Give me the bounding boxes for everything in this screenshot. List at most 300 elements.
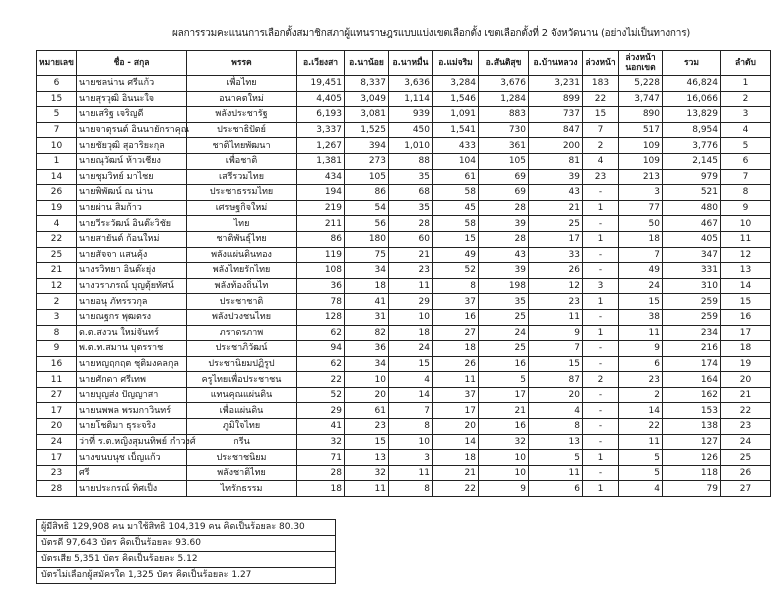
table-cell: 23 bbox=[529, 294, 583, 310]
table-cell: 9 bbox=[479, 481, 529, 497]
table-cell: 9 bbox=[529, 325, 583, 341]
table-cell: 75 bbox=[345, 247, 389, 263]
column-header: พรรค bbox=[187, 51, 297, 76]
table-row bbox=[37, 419, 771, 435]
table-cell: 361 bbox=[479, 138, 529, 154]
table-row bbox=[37, 216, 771, 232]
table-cell: 69 bbox=[479, 169, 529, 185]
table-cell: 4 bbox=[583, 153, 619, 169]
table-cell: 11 bbox=[619, 434, 663, 450]
table-cell: 22 bbox=[619, 419, 663, 435]
table-cell: ประชานิยมปฏิรูป bbox=[187, 356, 297, 372]
table-cell: 1,091 bbox=[433, 107, 479, 123]
table-cell: 109 bbox=[619, 138, 663, 154]
table-cell: 41 bbox=[297, 419, 345, 435]
table-cell: 105 bbox=[345, 169, 389, 185]
table-cell: 109 bbox=[619, 153, 663, 169]
table-cell: 29 bbox=[297, 403, 345, 419]
table-cell: 5 bbox=[721, 138, 771, 154]
table-cell: 3,776 bbox=[663, 138, 721, 154]
table-cell: 11 bbox=[345, 481, 389, 497]
table-cell: 1 bbox=[37, 153, 77, 169]
table-cell: 434 bbox=[297, 169, 345, 185]
table-cell: 6,193 bbox=[297, 107, 345, 123]
table-cell: พลังปวงชนไทย bbox=[187, 309, 297, 325]
table-cell: 21 bbox=[37, 263, 77, 279]
summary-line: บัตรเสีย 5,351 บัตร คิดเป็นร้อยละ 5.12 bbox=[36, 551, 336, 568]
table-cell: 62 bbox=[297, 325, 345, 341]
table-cell: 35 bbox=[479, 294, 529, 310]
table-cell: 10 bbox=[37, 138, 77, 154]
table-cell: 18 bbox=[433, 341, 479, 357]
table-cell: นายผ่าน สิมก้าว bbox=[77, 200, 187, 216]
table-cell: 13,829 bbox=[663, 107, 721, 123]
table-cell: 11 bbox=[529, 309, 583, 325]
table-cell: 8 bbox=[389, 481, 433, 497]
table-cell: 17 bbox=[529, 231, 583, 247]
table-cell: 7 bbox=[721, 169, 771, 185]
column-header: ชื่อ - สกุล bbox=[77, 51, 187, 76]
table-cell: 36 bbox=[297, 278, 345, 294]
table-cell: 7 bbox=[583, 122, 619, 138]
table-cell: 68 bbox=[389, 185, 433, 201]
table-cell: 18 bbox=[297, 481, 345, 497]
table-cell: 28 bbox=[479, 231, 529, 247]
table-cell: 81 bbox=[529, 153, 583, 169]
table-cell: 20 bbox=[37, 419, 77, 435]
table-cell: 7 bbox=[529, 341, 583, 357]
table-cell: 31 bbox=[345, 309, 389, 325]
table-cell: เพื่อชาติ bbox=[187, 153, 297, 169]
table-cell: 126 bbox=[663, 450, 721, 466]
table-cell: 899 bbox=[529, 91, 583, 107]
table-cell: 22 bbox=[583, 91, 619, 107]
table-cell: ประชาธรรมไทย bbox=[187, 185, 297, 201]
column-header: รวม bbox=[663, 51, 721, 76]
table-cell: 12 bbox=[721, 247, 771, 263]
table-cell: 433 bbox=[433, 138, 479, 154]
table-cell: 27 bbox=[37, 387, 77, 403]
table-cell: 4 bbox=[721, 122, 771, 138]
table-cell: 138 bbox=[663, 419, 721, 435]
table-cell: 39 bbox=[529, 169, 583, 185]
table-cell: 14 bbox=[721, 278, 771, 294]
table-cell: 9 bbox=[619, 341, 663, 357]
table-cell: 521 bbox=[663, 185, 721, 201]
table-cell: 347 bbox=[663, 247, 721, 263]
table-cell: 14 bbox=[389, 387, 433, 403]
table-cell: 467 bbox=[663, 216, 721, 232]
table-cell: 15 bbox=[37, 91, 77, 107]
table-cell: นายบุญส่ง ปัญญาสา bbox=[77, 387, 187, 403]
table-cell: 2,145 bbox=[663, 153, 721, 169]
table-cell: นายอนุ ภัทรรวกุล bbox=[77, 294, 187, 310]
table-cell: 273 bbox=[345, 153, 389, 169]
table-cell: 517 bbox=[619, 122, 663, 138]
table-cell: ด.ต.สงวน ใหม่จันทร์ bbox=[77, 325, 187, 341]
table-cell: 43 bbox=[479, 247, 529, 263]
table-cell: ภราดรภาพ bbox=[187, 325, 297, 341]
table-cell: 18 bbox=[619, 231, 663, 247]
table-cell: 11 bbox=[433, 372, 479, 388]
table-cell: 87 bbox=[529, 372, 583, 388]
table-cell: 104 bbox=[433, 153, 479, 169]
table-cell: 162 bbox=[663, 387, 721, 403]
table-cell: 5 bbox=[37, 107, 77, 123]
table-cell: นายณุวัฒน์ ห้าวเชียง bbox=[77, 153, 187, 169]
table-cell: - bbox=[583, 387, 619, 403]
table-cell: 32 bbox=[479, 434, 529, 450]
table-cell: 24 bbox=[721, 434, 771, 450]
table-cell: นายสุรวุฒิ อินนะใจ bbox=[77, 91, 187, 107]
table-row bbox=[37, 107, 771, 123]
table-cell: 10 bbox=[389, 434, 433, 450]
table-cell: ไทรักธรรม bbox=[187, 481, 297, 497]
table-cell: 1 bbox=[583, 294, 619, 310]
column-header: อ.แม่จริม bbox=[433, 51, 479, 76]
table-cell: ประชาภิวัฒน์ bbox=[187, 341, 297, 357]
table-cell: พลังแผ่นดินทอง bbox=[187, 247, 297, 263]
table-cell: 27 bbox=[721, 481, 771, 497]
table-cell: นายนพพล พรมกาวินทร์ bbox=[77, 403, 187, 419]
table-cell: 34 bbox=[345, 263, 389, 279]
table-row bbox=[37, 403, 771, 419]
table-row bbox=[37, 465, 771, 481]
table-cell: 10 bbox=[479, 465, 529, 481]
table-cell: พลังประชารัฐ bbox=[187, 107, 297, 123]
table-cell: 8 bbox=[433, 278, 479, 294]
table-cell: 11 bbox=[389, 278, 433, 294]
table-cell: 8 bbox=[389, 419, 433, 435]
table-cell: 24 bbox=[389, 341, 433, 357]
table-cell: 26 bbox=[529, 263, 583, 279]
table-cell: 213 bbox=[619, 169, 663, 185]
table-cell: 1 bbox=[583, 325, 619, 341]
table-row bbox=[37, 169, 771, 185]
table-cell: 11 bbox=[389, 465, 433, 481]
table-row bbox=[37, 200, 771, 216]
table-cell: 12 bbox=[529, 278, 583, 294]
table-cell: - bbox=[583, 263, 619, 279]
table-cell: - bbox=[583, 185, 619, 201]
table-cell: ชาติไทยพัฒนา bbox=[187, 138, 297, 154]
table-cell: 52 bbox=[433, 263, 479, 279]
table-cell: นายวีระวัฒน์ อินต๊ะวิชัย bbox=[77, 216, 187, 232]
table-cell: 5,228 bbox=[619, 76, 663, 92]
table-cell: 15 bbox=[529, 356, 583, 372]
table-cell: 58 bbox=[433, 185, 479, 201]
table-cell: 153 bbox=[663, 403, 721, 419]
table-cell: 12 bbox=[37, 278, 77, 294]
table-row bbox=[37, 263, 771, 279]
table-cell: 3,081 bbox=[345, 107, 389, 123]
table-cell: 94 bbox=[297, 341, 345, 357]
table-cell: 62 bbox=[297, 356, 345, 372]
table-cell: นายประกรณ์ ทิศเป็ง bbox=[77, 481, 187, 497]
table-cell: 164 bbox=[663, 372, 721, 388]
table-cell: 46,824 bbox=[663, 76, 721, 92]
table-cell: นายสัจจา แสนคุ้ง bbox=[77, 247, 187, 263]
table-cell: 14 bbox=[37, 169, 77, 185]
table-cell: พ.ต.ท.สมาน บุตรราช bbox=[77, 341, 187, 357]
table-cell: 939 bbox=[389, 107, 433, 123]
table-cell: 56 bbox=[345, 216, 389, 232]
table-row bbox=[37, 356, 771, 372]
table-row bbox=[37, 309, 771, 325]
table-cell: 25 bbox=[721, 450, 771, 466]
table-cell: นายสายันต์ ก้อนใหม่ bbox=[77, 231, 187, 247]
table-cell: 28 bbox=[389, 216, 433, 232]
table-cell: 38 bbox=[619, 309, 663, 325]
column-header: ล่วงหน้า นอกเขต bbox=[619, 51, 663, 76]
table-cell: 1 bbox=[583, 231, 619, 247]
table-cell: นายพิพัฒน์ ณ น่าน bbox=[77, 185, 187, 201]
table-cell: 25 bbox=[529, 216, 583, 232]
table-row bbox=[37, 278, 771, 294]
table-cell: 16 bbox=[37, 356, 77, 372]
table-cell: นายโชติมา ธุระจริง bbox=[77, 419, 187, 435]
table-cell: 15 bbox=[583, 107, 619, 123]
table-cell: 20 bbox=[529, 387, 583, 403]
table-cell: 7 bbox=[389, 403, 433, 419]
table-cell: 2 bbox=[583, 138, 619, 154]
table-cell: 39 bbox=[479, 216, 529, 232]
table-cell: 3 bbox=[389, 450, 433, 466]
table-cell: เสรีรวมไทย bbox=[187, 169, 297, 185]
table-cell: 4 bbox=[529, 403, 583, 419]
table-cell: 5 bbox=[619, 450, 663, 466]
table-cell: 3 bbox=[37, 309, 77, 325]
table-cell: 16 bbox=[433, 309, 479, 325]
table-cell: 52 bbox=[297, 387, 345, 403]
column-header: ล่วงหน้า bbox=[583, 51, 619, 76]
table-cell: 26 bbox=[433, 356, 479, 372]
table-cell: 310 bbox=[663, 278, 721, 294]
table-cell: ไทย bbox=[187, 216, 297, 232]
table-cell: 1 bbox=[721, 76, 771, 92]
table-cell: 174 bbox=[663, 356, 721, 372]
table-cell: 128 bbox=[297, 309, 345, 325]
table-cell: ครูไทยเพื่อประชาชน bbox=[187, 372, 297, 388]
table-cell: 39 bbox=[479, 263, 529, 279]
summary-line: บัตรไม่เลือกผู้สมัครใด 1,325 บัตร คิดเป็นร้อยละ 1.27 bbox=[36, 567, 336, 584]
table-cell: 2 bbox=[619, 387, 663, 403]
table-cell: 15 bbox=[345, 434, 389, 450]
table-cell: 3 bbox=[619, 185, 663, 201]
table-cell: 7 bbox=[619, 247, 663, 263]
table-cell: 8 bbox=[721, 185, 771, 201]
table-cell: 1 bbox=[583, 481, 619, 497]
table-cell: 8,954 bbox=[663, 122, 721, 138]
table-cell: 1 bbox=[583, 200, 619, 216]
table-cell: 6 bbox=[721, 153, 771, 169]
table-header bbox=[37, 51, 771, 76]
table-cell: 37 bbox=[433, 387, 479, 403]
table-cell: 5 bbox=[529, 450, 583, 466]
table-cell: 23 bbox=[37, 465, 77, 481]
table-row bbox=[37, 231, 771, 247]
table-cell: 11 bbox=[721, 231, 771, 247]
table-cell: 13 bbox=[529, 434, 583, 450]
table-cell: 20 bbox=[721, 372, 771, 388]
table-cell: 35 bbox=[389, 169, 433, 185]
table-cell: 5 bbox=[619, 465, 663, 481]
table-cell: 43 bbox=[529, 185, 583, 201]
table-cell: 15 bbox=[721, 294, 771, 310]
table-cell: 883 bbox=[479, 107, 529, 123]
table-cell: 10 bbox=[479, 450, 529, 466]
table-cell: 3,636 bbox=[389, 76, 433, 92]
table-cell: 28 bbox=[479, 200, 529, 216]
table-cell: นายเสริฐ เจริญดี bbox=[77, 107, 187, 123]
table-cell: - bbox=[583, 341, 619, 357]
table-cell: 10 bbox=[345, 372, 389, 388]
table-cell: 15 bbox=[389, 356, 433, 372]
table-row bbox=[37, 387, 771, 403]
table-cell: 405 bbox=[663, 231, 721, 247]
table-cell: 9 bbox=[721, 200, 771, 216]
table-cell: 2 bbox=[721, 91, 771, 107]
table-cell: 6 bbox=[619, 356, 663, 372]
table-row bbox=[37, 294, 771, 310]
table-cell: 17 bbox=[37, 450, 77, 466]
table-row bbox=[37, 247, 771, 263]
table-cell: นายชุมวิทย์ มาไชย bbox=[77, 169, 187, 185]
table-cell: 24 bbox=[479, 325, 529, 341]
table-cell: 24 bbox=[619, 278, 663, 294]
table-cell: 890 bbox=[619, 107, 663, 123]
table-cell: 22 bbox=[433, 481, 479, 497]
table-cell: 26 bbox=[721, 465, 771, 481]
table-cell: 183 bbox=[583, 76, 619, 92]
table-cell: 1,010 bbox=[389, 138, 433, 154]
table-cell: 13 bbox=[345, 450, 389, 466]
table-cell: 82 bbox=[345, 325, 389, 341]
table-cell: 45 bbox=[433, 200, 479, 216]
table-cell: 16 bbox=[721, 309, 771, 325]
table-row bbox=[37, 91, 771, 107]
table-row bbox=[37, 481, 771, 497]
table-cell: 25 bbox=[479, 341, 529, 357]
table-cell: 1,267 bbox=[297, 138, 345, 154]
table-cell: 22 bbox=[297, 372, 345, 388]
table-cell: 17 bbox=[433, 403, 479, 419]
table-cell: 259 bbox=[663, 309, 721, 325]
table-row bbox=[37, 153, 771, 169]
table-row bbox=[37, 185, 771, 201]
table-cell: 119 bbox=[297, 247, 345, 263]
table-cell: 194 bbox=[297, 185, 345, 201]
column-header: อ.เวียงสา bbox=[297, 51, 345, 76]
table-cell: 11 bbox=[37, 372, 77, 388]
table-cell: 18 bbox=[721, 341, 771, 357]
summary-line: ผู้มีสิทธิ 129,908 คน มาใช้สิทธิ 104,319 คน คิดเป็นร้อยละ 80.30 bbox=[36, 519, 336, 536]
table-cell: 1,546 bbox=[433, 91, 479, 107]
table-cell: 17 bbox=[479, 387, 529, 403]
table-row bbox=[37, 138, 771, 154]
table-cell: 480 bbox=[663, 200, 721, 216]
table-cell: 21 bbox=[433, 465, 479, 481]
table-cell: 36 bbox=[345, 341, 389, 357]
table-cell: แทนคุณแผ่นดิน bbox=[187, 387, 297, 403]
table-cell: นายชลน่าน ศรีแก้ว bbox=[77, 76, 187, 92]
table-cell: 10 bbox=[389, 309, 433, 325]
table-cell: - bbox=[583, 403, 619, 419]
table-cell: 1 bbox=[583, 450, 619, 466]
summary-line: บัตรดี 97,643 บัตร คิดเป็นร้อยละ 93.60 bbox=[36, 535, 336, 552]
table-cell: 78 bbox=[297, 294, 345, 310]
table-cell: 4 bbox=[619, 481, 663, 497]
table-cell: 86 bbox=[297, 231, 345, 247]
table-cell: 4,405 bbox=[297, 91, 345, 107]
table-cell: 23 bbox=[721, 419, 771, 435]
table-cell: 32 bbox=[297, 434, 345, 450]
table-cell: 259 bbox=[663, 294, 721, 310]
table-cell: 27 bbox=[433, 325, 479, 341]
table-cell: 219 bbox=[297, 200, 345, 216]
table-cell: 3,284 bbox=[433, 76, 479, 92]
table-cell: 737 bbox=[529, 107, 583, 123]
table-cell: นายหญฤกฤต ชุติมงคลกุล bbox=[77, 356, 187, 372]
table-cell: 6 bbox=[37, 76, 77, 92]
table-cell: นายชัยวุฒิ สุอาริยะกุล bbox=[77, 138, 187, 154]
table-cell: 5 bbox=[479, 372, 529, 388]
table-cell: - bbox=[583, 356, 619, 372]
table-cell: 49 bbox=[619, 263, 663, 279]
table-cell: 15 bbox=[619, 294, 663, 310]
table-cell: 8,337 bbox=[345, 76, 389, 92]
table-cell: 3,231 bbox=[529, 76, 583, 92]
table-cell: นางรวิทยา อินต๊ะยุ่ง bbox=[77, 263, 187, 279]
table-cell: 6 bbox=[529, 481, 583, 497]
table-cell: 979 bbox=[663, 169, 721, 185]
table-row bbox=[37, 325, 771, 341]
table-cell: พลังท้องถิ่นไท bbox=[187, 278, 297, 294]
table-cell: 3,337 bbox=[297, 122, 345, 138]
table-body bbox=[37, 76, 771, 497]
table-cell: 16 bbox=[479, 419, 529, 435]
table-cell: 8 bbox=[529, 419, 583, 435]
table-cell: 331 bbox=[663, 263, 721, 279]
table-cell: 9 bbox=[37, 341, 77, 357]
table-cell: อนาคตใหม่ bbox=[187, 91, 297, 107]
table-cell: 105 bbox=[479, 153, 529, 169]
table-cell: 15 bbox=[433, 231, 479, 247]
table-cell: 3,049 bbox=[345, 91, 389, 107]
table-cell: 10 bbox=[721, 216, 771, 232]
table-cell: 26 bbox=[37, 185, 77, 201]
table-cell: 69 bbox=[479, 185, 529, 201]
column-header: อ.นาน้อย bbox=[345, 51, 389, 76]
table-cell: 18 bbox=[433, 450, 479, 466]
table-cell: 19 bbox=[37, 200, 77, 216]
table-row bbox=[37, 434, 771, 450]
table-cell: 21 bbox=[389, 247, 433, 263]
table-cell: 13 bbox=[721, 263, 771, 279]
table-cell: 71 bbox=[297, 450, 345, 466]
table-cell: นายจาตุรนต์ อินนายักรา​คุณ bbox=[77, 122, 187, 138]
table-cell: ประชาชนิยม bbox=[187, 450, 297, 466]
table-cell: 3 bbox=[583, 278, 619, 294]
table-cell: พลังไทยรักไทย bbox=[187, 263, 297, 279]
table-row bbox=[37, 372, 771, 388]
table-cell: 200 bbox=[529, 138, 583, 154]
table-cell: 49 bbox=[433, 247, 479, 263]
table-cell: 20 bbox=[433, 419, 479, 435]
table-cell: 11 bbox=[529, 465, 583, 481]
table-cell: 20 bbox=[345, 387, 389, 403]
table-cell: 127 bbox=[663, 434, 721, 450]
